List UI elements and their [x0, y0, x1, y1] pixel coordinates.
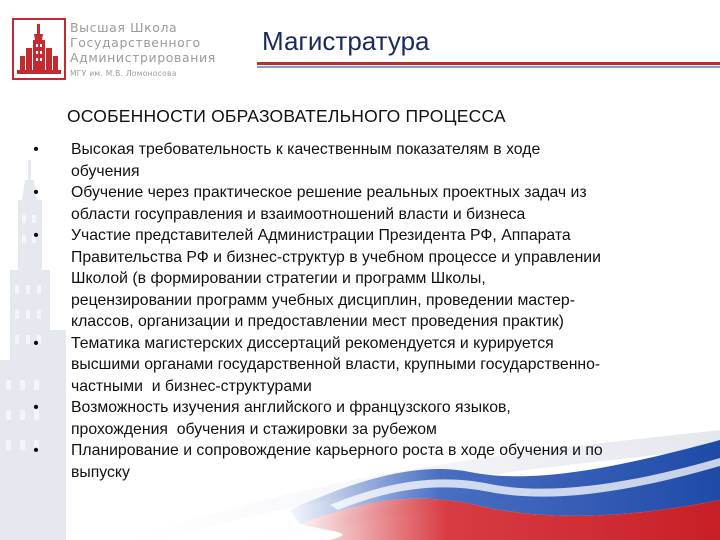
bullet-line: области госуправления и взаимоотношений власти и бизнеса	[71, 205, 526, 223]
bullet-item	[30, 225, 685, 333]
bullet-line: высшими органами государственной власти, крупными государственно-	[71, 356, 601, 373]
bullet-line: Правительства РФ и бизнес-структур в учебном процессе и управлении	[71, 248, 601, 266]
bullet-icon: •	[33, 227, 39, 244]
title-rule-red	[257, 62, 720, 65]
bullet-line: обучения	[71, 162, 140, 180]
page-title: Магистратура	[262, 26, 430, 56]
bullet-line: Обучение через практическое решение реальных проектных задач из	[71, 184, 587, 201]
logo-line-2: Государственного	[70, 35, 201, 50]
bullet-line: выпуску	[71, 463, 130, 481]
bullet-item	[30, 139, 685, 182]
bullet-line: Возможность изучения английского и французского языков,	[71, 399, 511, 416]
bullet-line: классов, организации и предоставлении мест проведения практик)	[71, 313, 564, 330]
bullet-line: Участие представителей Администрации Президента РФ, Аппарата	[71, 227, 571, 244]
bullet-item	[30, 182, 685, 225]
school-logo	[12, 18, 216, 88]
bullet-line: частными и бизнес-структурами	[71, 377, 312, 395]
logo-subline: МГУ им. М.В. Ломоносова	[70, 69, 177, 78]
title-rule-blue	[257, 66, 720, 68]
bullet-line: Высокая требовательность к качественным показателям в ходе	[71, 141, 541, 158]
bullet-line: Планирование и сопровождение карьерного роста в ходе обучения и по	[71, 442, 603, 459]
bullet-icon: •	[33, 399, 39, 416]
bullet-icon: •	[33, 442, 39, 459]
logo-building-icon	[12, 18, 66, 80]
bullet-line: рецензировании программ учебных дисциплин, проведении мастер-	[71, 291, 575, 309]
bullet-icon: •	[33, 141, 39, 158]
bullet-list	[30, 139, 685, 483]
bullet-item	[30, 397, 685, 440]
bullet-item	[30, 440, 685, 483]
bullet-icon: •	[33, 334, 39, 352]
section-subtitle: ОСОБЕННОСТИ ОБРАЗОВАТЕЛЬНОГО ПРОЦЕССА	[67, 106, 506, 126]
logo-line-3: Администрирования	[70, 50, 216, 65]
logo-line-1: Высшая Школа	[70, 20, 178, 35]
bullet-line: Тематика магистерских диссертаций рекомендуется и курируется	[71, 334, 554, 352]
bullet-icon: •	[33, 184, 39, 201]
bullet-line: прохождения обучения и стажировки за рубежом	[71, 420, 437, 438]
bullet-line: Школой (в формировании стратегии и программ Школы,	[71, 270, 486, 287]
bullet-item	[30, 333, 685, 398]
